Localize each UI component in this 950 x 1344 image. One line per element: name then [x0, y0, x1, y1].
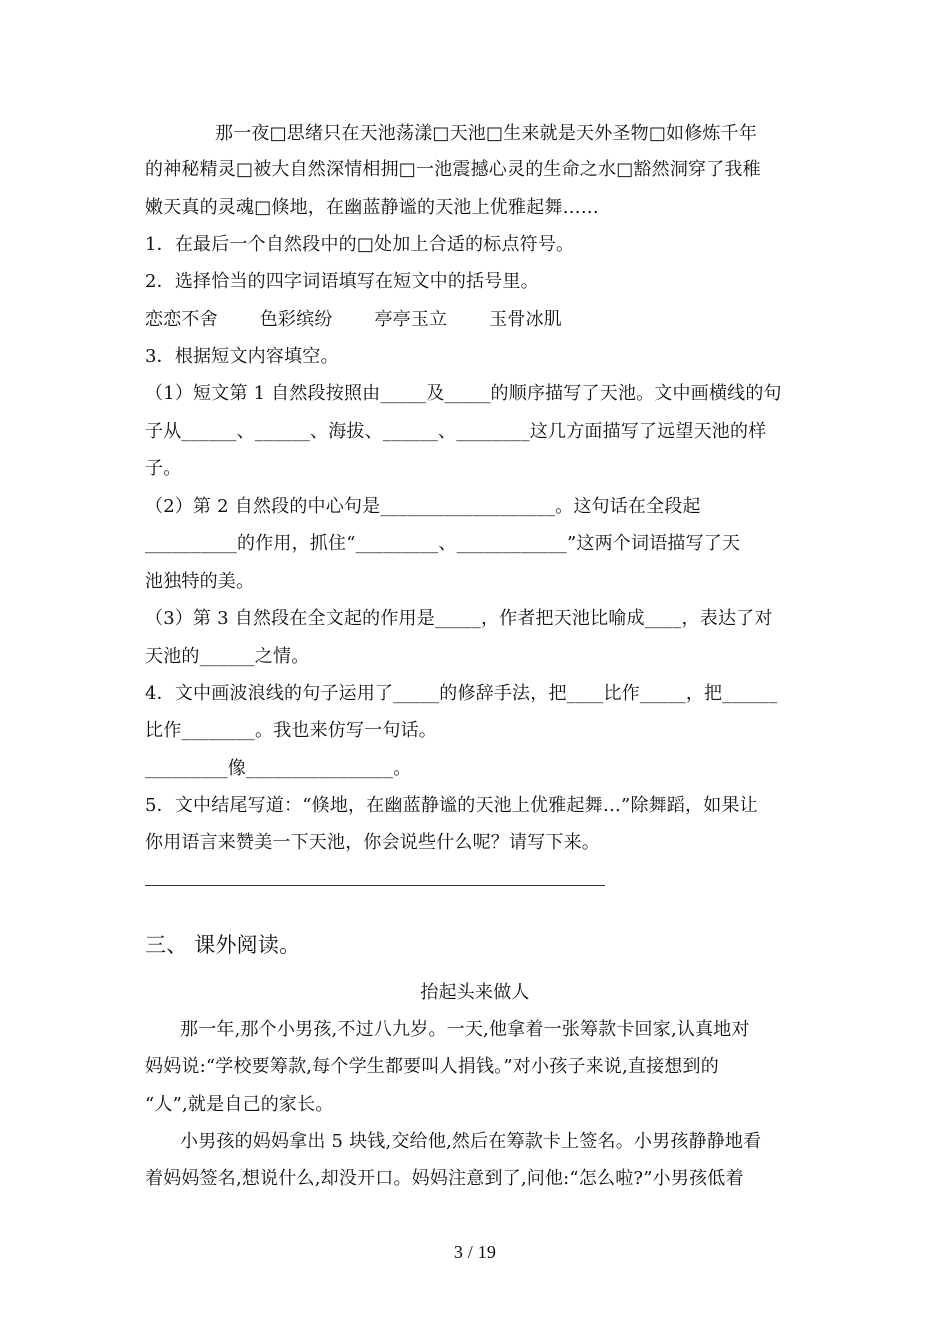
- word-choice: 玉骨冰肌: [489, 309, 563, 330]
- question-4-line-3: _________像________________。: [145, 758, 412, 779]
- question-3-3-line-1: （3）第 3 自然段在全文起的作用是_____，作者把天池比喻成____，表达了对: [145, 608, 773, 629]
- question-2: 2．选择恰当的四字词语填写在短文中的括号里。: [145, 271, 539, 292]
- reading-p1-line-1: 那一年,那个小男孩,不过八九岁。一天,他拿着一张筹款卡回家,认真地对: [180, 1019, 750, 1040]
- question-3-2-line-3: 池独特的美。: [145, 571, 255, 592]
- question-4-line-2: 比作________。我也来仿写一句话。: [145, 720, 437, 741]
- word-choice: 亭亭玉立: [374, 309, 448, 330]
- reading-p1-line-3: “人”,就是自己的家长。: [145, 1094, 334, 1115]
- question-3-2-line-2: __________的作用，抓住“_________、____________”这两个词语描写了天: [145, 533, 741, 554]
- answer-line: [145, 885, 605, 886]
- page-number: 3 / 19: [453, 1242, 497, 1262]
- section-heading: 三、 课外阅读。: [145, 933, 301, 957]
- question-3-2-line-1: （2）第 2 自然段的中心句是___________________。这句话在全段起: [145, 496, 701, 517]
- reading-p1-line-2: 妈妈说:“学校要筹款,每个学生都要叫人捐钱。”对小孩子来说,直接想到的: [145, 1056, 719, 1077]
- word-choice: 色彩缤纷: [259, 309, 333, 330]
- passage-line-3: 嫩天真的灵魂□倏地，在幽蓝静谧的天池上优雅起舞……: [145, 197, 600, 218]
- word-choice: 恋恋不舍: [145, 309, 218, 330]
- question-5-line-1: 5．文中结尾写道：“倏地，在幽蓝静谧的天池上优雅起舞…”除舞蹈，如果让: [145, 795, 758, 816]
- question-3: 3．根据短文内容填空。: [145, 346, 339, 367]
- word-choices: [145, 308, 810, 332]
- passage-line-2: 的神秘精灵□被大自然深情相拥□一池震撼心灵的生命之水□豁然洞穿了我稚: [145, 159, 761, 180]
- question-3-1-line-3: 子。: [145, 458, 182, 479]
- question-5-line-2: 你用语言来赞美一下天池，你会说些什么呢？请写下来。: [145, 832, 600, 853]
- question-1: 1．在最后一个自然段中的□处加上合适的标点符号。: [145, 234, 575, 255]
- reading-p2-line-2: 着妈妈签名,想说什么,却没开口。妈妈注意到了,问他:“怎么啦?”小男孩低着: [145, 1168, 744, 1189]
- question-4-line-1: 4．文中画波浪线的句子运用了_____的修辞手法，把____比作_____，把______: [145, 683, 778, 704]
- question-3-1-line-2: 子从______、______、海拔、______、________这几方面描写了远望天池的样: [145, 421, 767, 442]
- question-3-3-line-2: 天池的______之情。: [145, 646, 310, 667]
- reading-p2-line-1: 小男孩的妈妈拿出 5 块钱,交给他,然后在筹款卡上签名。小男孩静静地看: [180, 1131, 762, 1152]
- reading-title: 抬起头来做人: [420, 982, 530, 1003]
- passage-line-1: 那一夜□思绪只在天池荡漾□天池□生来就是天外圣物□如修炼千年: [215, 123, 758, 144]
- question-3-1-line-1: （1）短文第 1 自然段按照由_____及_____的顺序描写了天池。文中画横线的句: [145, 383, 782, 404]
